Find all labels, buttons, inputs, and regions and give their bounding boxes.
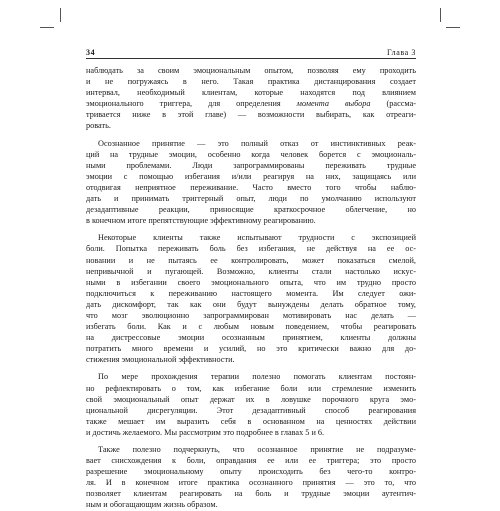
text-line: ными в избегании своего эмоционального опыта, что им трудно просто	[86, 277, 416, 287]
text-line: дать дискомфорт, так как они будут вынуждены делать обратное тому,	[86, 299, 416, 309]
running-header	[86, 48, 416, 59]
text-line: ным и обогащающим жизнь образом.	[86, 500, 218, 510]
text-line: на дистрессовые эмоции осознанным принятием, клиенты должны	[86, 333, 416, 343]
text-line: вает снисхождения к боли, оправдания ее или ее триггера; это просто	[86, 456, 416, 466]
crop-mark-top-right	[440, 8, 441, 22]
text-line: и не погружаясь в него. Такая практика дистанцирования создает	[86, 77, 416, 87]
text-line: интервал, необходимый клиентам, которые находятся под влиянием	[86, 88, 416, 98]
page-number: 34	[86, 48, 96, 57]
chapter-title: Глава 3	[387, 48, 416, 57]
text-line: эмоции с помощью избегания и/или реагируя на них, защищаясь или	[86, 171, 416, 181]
text-line: новании и не пытаясь ее контролировать, может показаться смелой,	[86, 255, 416, 265]
text-line: что мозг эволюционно запрограммирован мотивировать нас делать —	[86, 310, 416, 320]
text-line: боли. Попытка переживать боль без избегания, не действуя на ее ос-	[86, 244, 416, 254]
text-line: циональной дисрегуляции. Этот дезадаптивный способ реагирования	[86, 405, 416, 415]
text-line: По мере прохождения терапии полезно помогать клиентам постоян-	[98, 372, 416, 382]
text-line: избегать боли. Как и с любым новым поведением, чтобы реагировать	[86, 322, 416, 332]
text-line: потратить много времени и усилий, но это критически важно для до-	[86, 344, 416, 354]
emphasis: момента выбора	[296, 99, 371, 109]
text-line: тривается ниже в этой главе) — возможности выбирать, как отреаги-	[86, 110, 416, 120]
paragraph	[86, 65, 416, 132]
book-page	[86, 48, 416, 511]
text-line: подключиться к переживанию настоящего момента. Им следует ожи-	[86, 288, 416, 298]
text-line: и достичь желаемого. Мы рассмотрим это подробнее в главах 5 и 6.	[86, 427, 325, 437]
text-line: также мешает им выразить себя в основанном на ценностях действии	[86, 416, 416, 426]
text-line: дезадаптивные реакции, приносящие краткосрочное облегчение, но	[86, 205, 416, 215]
text-line: Осознанное принятие — это полный отказ от инстинктивных реак-	[98, 138, 416, 148]
text-line: наблюдать за своим эмоциональным опытом, позволяя ему проходить	[86, 66, 416, 75]
text-line: но рефлектировать о том, как избегание боли или стремление изменить	[86, 383, 416, 393]
text-line: разрешение эмоциональному опыту происходить без чего-то контро-	[86, 467, 416, 477]
text-line: ций на трудные эмоции, особенно когда человек борется с эмоциональ-	[86, 149, 416, 159]
text-line: Также полезно подчеркнуть, что осознанное принятие не подразуме-	[98, 445, 416, 454]
text-line: позволяет клиентам реагировать на боль и трудные эмоции аутентич-	[86, 489, 416, 499]
text-line: Некоторые клиенты также испытывают трудности с экспозицией	[98, 233, 416, 243]
text-line: стижения эмоциональной эффективности.	[86, 355, 235, 365]
text-line: отодвигая неприятное переживание. Часто вместо того чтобы наблю-	[86, 182, 416, 192]
paragraph	[86, 232, 416, 365]
text-line: непривычной и пугающей. Возможно, клиенты стали настолько искус-	[86, 266, 416, 276]
paragraph	[86, 371, 416, 438]
text-line: ровать.	[86, 121, 111, 131]
paragraph	[86, 444, 416, 511]
paragraph	[86, 138, 416, 227]
text-line: в конечном итоге препятствующие эффективному реагированию.	[86, 216, 316, 226]
text-line: эмоционального триггера, для определения момента выбора (расcма-	[86, 99, 416, 109]
text-line: ля. И в конечном итоге практика осознанного принятия — это то, что	[86, 478, 416, 488]
crop-mark-right-top	[446, 27, 460, 28]
body-text	[86, 65, 416, 511]
crop-mark-top-left	[60, 8, 61, 22]
text-line: ными проблемами. Люди запрограммированы переживать трудные	[86, 160, 416, 170]
text-line: дать и принимать триггерный опыт, люди по умолчанию используют	[86, 194, 416, 204]
crop-mark-left-top	[40, 27, 54, 28]
text-line: свой эмоциональный опыт держат их в ловушке порочного круга эмо-	[86, 394, 416, 404]
